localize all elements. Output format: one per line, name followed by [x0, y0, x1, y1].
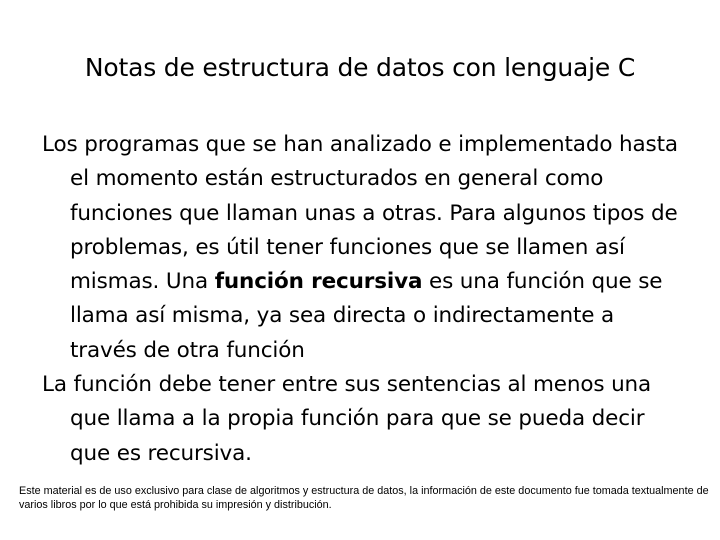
- paragraph-1-text-start: Los programas que se han analizado e implementado hasta el momento están estructurados en general como funciones que llaman unas a otras. Para algunos tipos de problemas, es útil tener funciones que se llamen así mismas. Una: [42, 132, 678, 295]
- paragraph-1-text-end: es una función que se llama así misma, ya sea directa o indirectamente a través de otra función: [70, 269, 663, 363]
- slide-title: Notas de estructura de datos con lenguaje C: [84, 53, 636, 82]
- paragraph-recursion-requirement: La función debe tener entre sus sentencias al menos una que llama a la propia función para que se pueda decir que es recursiva.: [42, 372, 652, 466]
- slide-body: [42, 128, 682, 471]
- bold-term-recursive-function: función recursiva: [214, 269, 423, 295]
- footer-disclaimer: Este material es de uso exclusivo para clase de algoritmos y estructura de datos, la información de este documento fue tomada textualmente de varios libros por lo que está prohibida su impresión y distribución.: [19, 485, 709, 511]
- paragraph-recursion-intro: [42, 128, 682, 368]
